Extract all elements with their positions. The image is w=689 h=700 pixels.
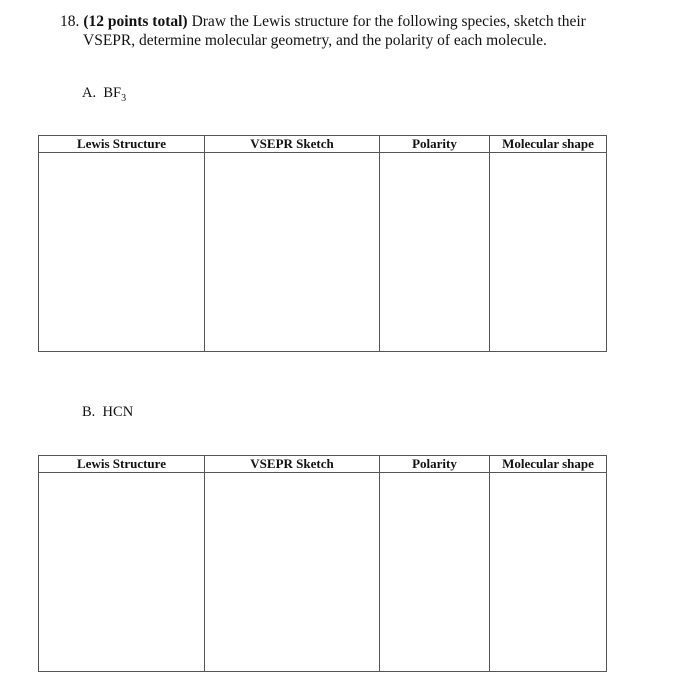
part-b-species: HCN [102,404,134,420]
table-row [39,153,607,352]
answer-cell-lewis-structure[interactable] [39,473,205,672]
answer-cell-molecular-shape[interactable] [490,473,607,672]
answer-cell-vsepr-sketch[interactable] [205,153,380,352]
answer-table-b [38,455,607,672]
header-vsepr-sketch: VSEPR Sketch [205,456,380,473]
table-header-row [39,136,607,153]
part-a-species-subscript: 3 [121,92,127,104]
part-b-label [82,404,133,421]
answer-cell-molecular-shape[interactable] [490,153,607,352]
answer-cell-polarity[interactable] [380,153,490,352]
header-lewis-structure: Lewis Structure [39,456,205,473]
part-a-label [82,85,126,104]
header-molecular-shape: Molecular shape [490,456,607,473]
answer-cell-polarity[interactable] [380,473,490,672]
part-a-species: BF [103,85,122,101]
question-text [60,12,660,50]
header-vsepr-sketch: VSEPR Sketch [205,136,380,153]
header-polarity: Polarity [380,136,490,153]
question-line-2: VSEPR, determine molecular geometry, and the polarity of each molecule. [83,32,547,49]
header-polarity: Polarity [380,456,490,473]
header-molecular-shape: Molecular shape [490,136,607,153]
table-row [39,473,607,672]
answer-cell-vsepr-sketch[interactable] [205,473,380,672]
question-number: 18. [60,13,80,30]
header-lewis-structure: Lewis Structure [39,136,205,153]
question-line-1: Draw the Lewis structure for the following species, sketch their [191,13,586,30]
question-points: (12 points total) [83,13,188,30]
answer-cell-lewis-structure[interactable] [39,153,205,352]
table-header-row [39,456,607,473]
part-a-letter: A. [82,85,97,101]
part-b-letter: B. [82,404,96,420]
answer-table-a [38,135,607,352]
